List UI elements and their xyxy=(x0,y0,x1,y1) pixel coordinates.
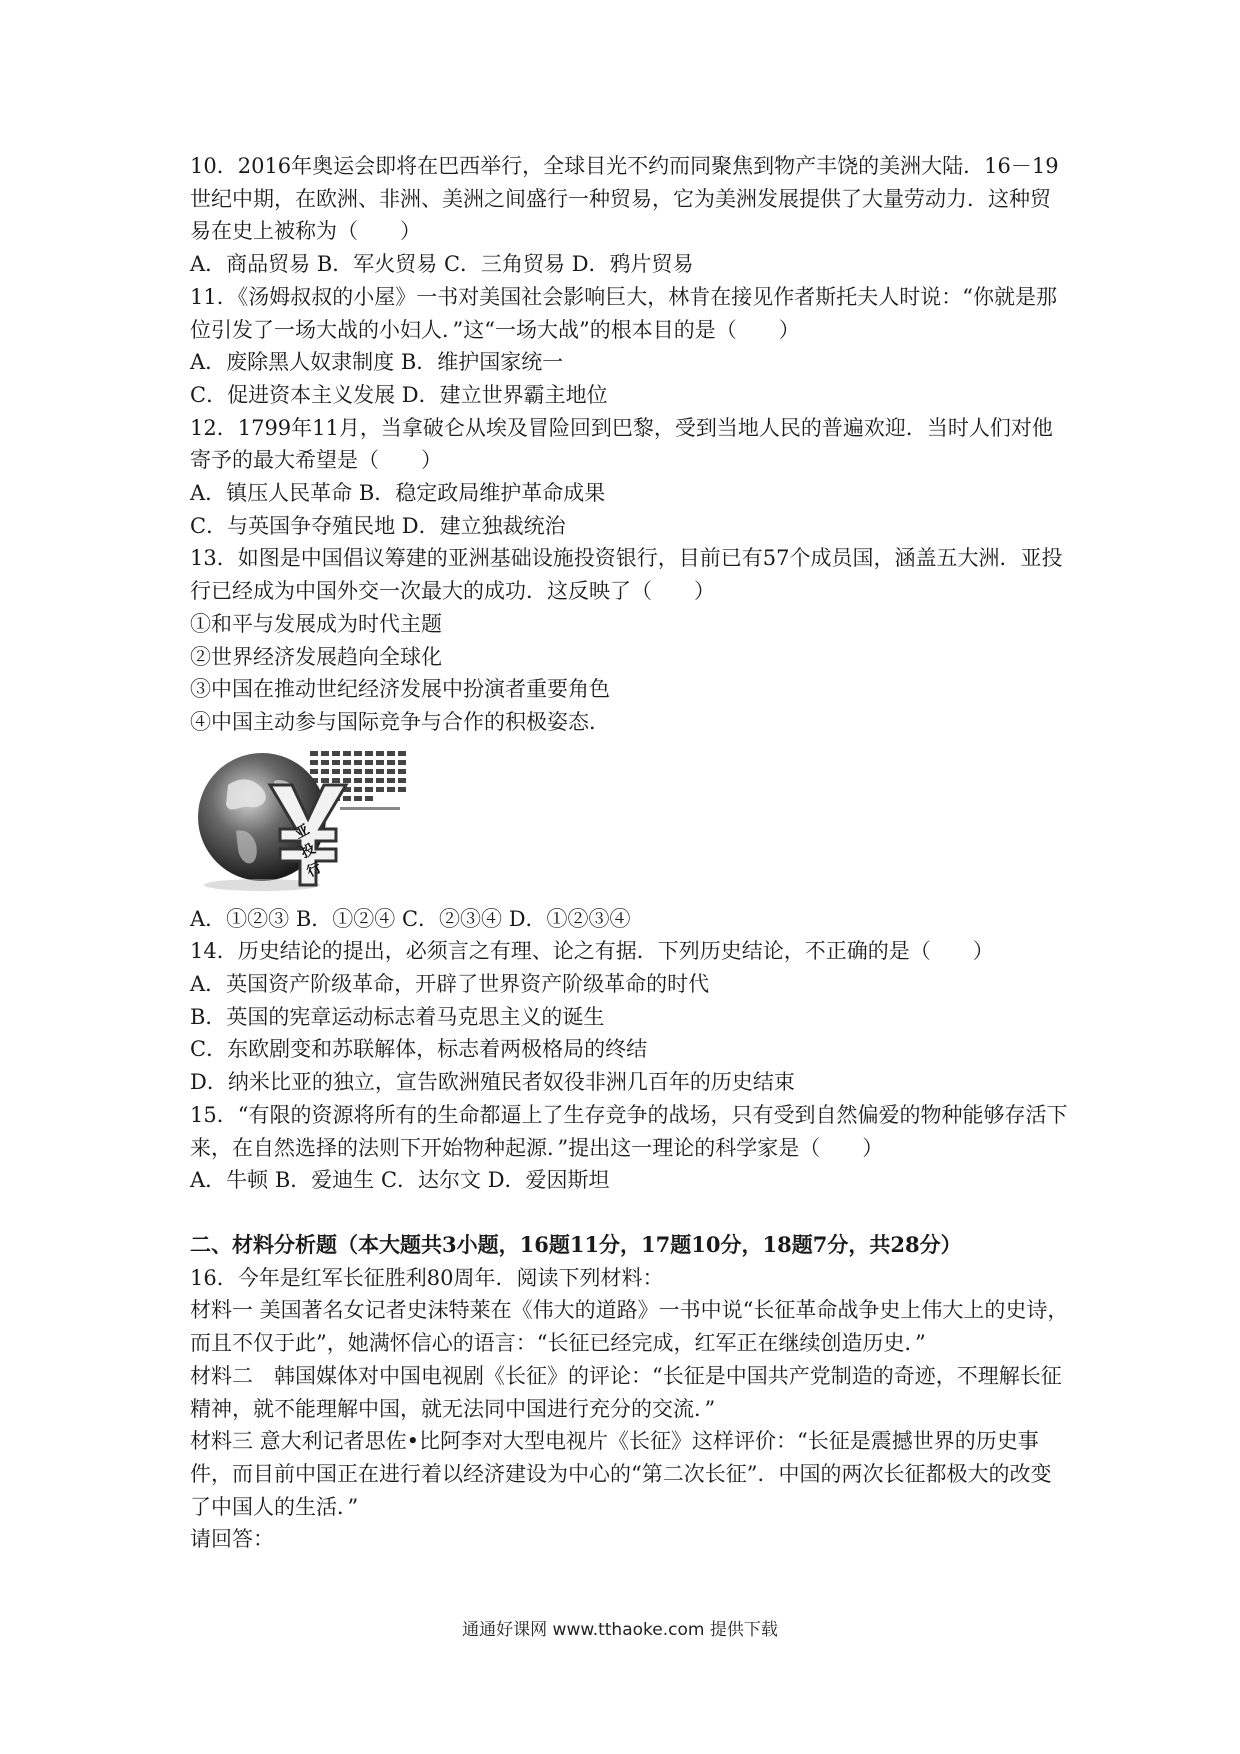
section-2-title: 二、材料分析题（本大题共3小题，16题11分，17题10分，18题7分，共28分） xyxy=(190,1231,962,1257)
question-content xyxy=(190,150,1070,1556)
aiib-figure xyxy=(190,745,416,895)
question-10-text: 10．2016年奥运会即将在巴西举行，全球目光不约而同聚焦到物产丰饶的美洲大陆．16－19世纪中期，在欧洲、非洲、美洲之间盛行一种贸易，它为美洲发展提供了大量劳动力．这种贸易在史上被称为（ ） xyxy=(190,154,1059,244)
question-14-option-c: C．东欧剧变和苏联解体，标志着两极格局的终结 xyxy=(190,1037,648,1062)
question-14-text: 14．历史结论的提出，必须言之有理、论之有据．下列历史结论，不正确的是（ ） xyxy=(190,939,994,964)
question-11-options-cd: C．促进资本主义发展 D．建立世界霸主地位 xyxy=(190,382,608,407)
question-13-item-4: ④中国主动参与国际竞争与合作的积极姿态． xyxy=(190,709,610,734)
question-13-item-2: ②世界经济发展趋向全球化 xyxy=(190,644,442,669)
aiib-globe-yen-image xyxy=(190,745,416,895)
question-13-options: A．①②③ B．①②④ C．②③④ D．①②③④ xyxy=(190,906,631,931)
question-13-item-3: ③中国在推动世纪经济发展中扮演者重要角色 xyxy=(190,677,610,702)
question-12-text: 12．1799年11月，当拿破仑从埃及冒险回到巴黎，受到当地人民的普遍欢迎．当时人们对他寄予的最大希望是（ ） xyxy=(190,415,1053,473)
aiib-char-1: 亚 xyxy=(292,821,313,843)
question-14-option-b: B．英国的宪章运动标志着马克思主义的诞生 xyxy=(190,1004,605,1029)
question-13-item-1: ①和平与发展成为时代主题 xyxy=(190,611,442,636)
question-15-text: 15．“有限的资源将所有的生命都逼上了生存竞争的战场，只有受到自然偏爱的物种能够存活下来，在自然选择的法则下开始物种起源．”提出这一理论的科学家是（ ） xyxy=(190,1102,1068,1160)
question-16-material-2: 材料二 韩国媒体对中国电视剧《长征》的评论：“长征是中国共产党制造的奇迹，不理解长征精神，就不能理解中国，就无法同中国进行充分的交流．” xyxy=(190,1363,1062,1421)
question-10-options: A．商品贸易 B．军火贸易 C．三角贸易 D．鸦片贸易 xyxy=(190,252,694,277)
question-11-options-ab: A．废除黑人奴隶制度 B．维护国家统一 xyxy=(190,350,564,375)
question-14-option-d: D．纳米比亚的独立，宣告欧洲殖民者奴役非洲几百年的历史结束 xyxy=(190,1070,795,1095)
question-13-text: 13．如图是中国倡议筹建的亚洲基础设施投资银行，目前已有57个成员国，涵盖五大洲．亚投行已经成为中国外交一次最大的成功．这反映了（ ） xyxy=(190,546,1063,604)
question-16-material-3: 材料三 意大利记者思佐•比阿李对大型电视片《长征》这样评价：“长征是震撼世界的历史事件，而目前中国正在进行着以经济建设为中心的“第二次长征”．中国的两次长征都极大的改变了中国人的生活．” xyxy=(190,1429,1052,1519)
question-12-options-cd: C．与英国争夺殖民地 D．建立独裁统治 xyxy=(190,513,566,538)
question-11-text: 11．《汤姆叔叔的小屋》一书对美国社会影响巨大，林肯在接见作者斯托夫人时说：“你就是那位引发了一场大战的小妇人．”这“一场大战”的根本目的是（ ） xyxy=(190,284,1057,342)
question-16-prompt: 请回答： xyxy=(190,1527,274,1552)
page-footer: 通通好课网 www.tthaoke.com 提供下载 xyxy=(462,1620,778,1640)
question-16-material-1: 材料一 美国著名女记者史沫特莱在《伟大的道路》一书中说“长征革命战争史上伟大上的史诗，而且不仅于此”，她满怀信心的语言：“长征已经完成，红军正在继续创造历史．” xyxy=(190,1298,1069,1356)
question-15-options: A．牛顿 B．爱迪生 C．达尔文 D．爱因斯坦 xyxy=(190,1168,610,1193)
question-12-options-ab: A．镇压人民革命 B．稳定政局维护革命成果 xyxy=(190,481,606,506)
question-14-option-a: A．英国资产阶级革命，开辟了世界资产阶级革命的时代 xyxy=(190,972,710,997)
aiib-char-3: 行 xyxy=(304,859,325,881)
aiib-char-2: 投 xyxy=(298,840,319,862)
question-16-intro: 16．今年是红军长征胜利80周年．阅读下列材料： xyxy=(190,1265,664,1290)
